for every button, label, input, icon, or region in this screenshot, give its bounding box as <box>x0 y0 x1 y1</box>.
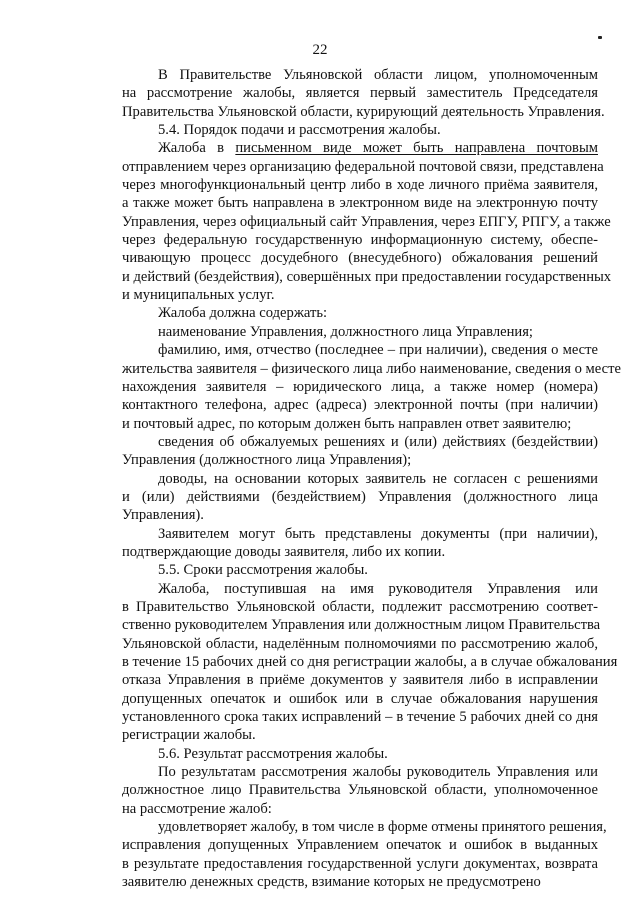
paragraph <box>86 470 598 525</box>
text-line: Жалоба в письменном виде может быть направлена почтовым <box>158 140 598 157</box>
text-line: регистрации жалобы. <box>122 727 256 744</box>
text-line: доводы, на основании которых заявитель не согласен с решениями <box>158 470 598 487</box>
text-line: сведения об обжалуемых решениях и (или) действиях (бездействии) <box>158 433 598 450</box>
text-line: и действий (бездействия), совершённых при предоставлении государственных <box>122 268 612 285</box>
text-line: Управления, через официальный сайт Управления, через ЕПГУ, РПГУ, а также <box>122 213 611 230</box>
text-line: Управления (должностного лица Управления); <box>122 452 412 469</box>
paragraph <box>86 66 605 121</box>
paragraph <box>86 818 607 891</box>
text-line: исправления допущенных Управлением опечаток и ошибок в выданных <box>122 837 598 854</box>
text-line: Жалоба должна содержать: <box>158 305 328 322</box>
text-line: на рассмотрение жалобы, является первый заместитель Председателя <box>122 85 598 102</box>
text-line: 5.5. Сроки рассмотрения жалобы. <box>158 562 368 579</box>
text-line: Жалоба, поступившая на имя руководителя Управления или <box>158 580 598 597</box>
text-line: 5.6. Результат рассмотрения жалобы. <box>158 745 388 762</box>
text-line: В Правительстве Ульяновской области лицом, уполномоченным <box>158 67 598 83</box>
text-line: наименование Управления, должностного лица Управления; <box>158 323 533 340</box>
text-line: установленного срока таких исправлений – в течение 5 рабочих дней со дня <box>122 709 598 726</box>
text-line: нахождения заявителя – юридического лица, а также номер (номера) <box>122 378 598 395</box>
text-line: По результатам рассмотрения жалобы руководитель Управления или <box>158 764 598 781</box>
section-heading <box>86 561 598 579</box>
text-line: на рассмотрение жалоб: <box>122 800 272 817</box>
underlined-text: письменном виде может быть направлена почтовым <box>235 140 598 157</box>
paragraph <box>86 323 598 341</box>
text-line: в течение 15 рабочих дней со дня регистрации жалобы, а в случае обжалования <box>122 654 618 670</box>
paragraph <box>86 304 598 322</box>
paragraph <box>86 580 618 745</box>
section-heading <box>86 745 598 763</box>
section-heading <box>86 121 598 139</box>
text-line: жительства заявителя – физического лица либо наименование, сведения о месте <box>122 360 621 377</box>
text-line: допущенных опечаток и ошибок или в случае обжалования нарушения <box>122 690 598 707</box>
text-line: ственно руководителем Управления или должностным лицом Правительства <box>122 617 601 634</box>
text-line: 5.4. Порядок подачи и рассмотрения жалобы. <box>158 122 441 139</box>
text-line: через многофункциональный центр либо в ходе личного приёма заявителя, <box>122 177 598 194</box>
text-line: чивающую процесс досудебного (внесудебного) обжалования решений <box>122 250 598 267</box>
paragraph <box>86 763 598 818</box>
text-line: должностное лицо Правительства Ульяновской области, уполномоченное <box>122 782 598 799</box>
text-line: подтверждающие доводы заявителя, либо их копии. <box>122 543 446 560</box>
paragraph <box>86 341 621 433</box>
text-line: Правительства Ульяновской области, курирующий деятельность Управления. <box>122 103 605 120</box>
text-line: Заявителем могут быть представлены документы (при наличии), <box>158 525 598 542</box>
paragraph <box>86 525 598 562</box>
scan-mark <box>598 36 602 39</box>
text-line: в Правительство Ульяновской области, подлежит рассмотрению соответ- <box>122 598 598 615</box>
page-number: 22 <box>312 42 328 58</box>
text-line: заявителю денежных средств, взимание которых не предусмотрено <box>122 874 541 891</box>
text-line: Ульяновской области, наделённым полномочиями по рассмотрению жалоб, <box>122 635 598 652</box>
text-line: Управления). <box>122 507 204 524</box>
text-line: отправлением через организацию федеральной почтовой связи, представлена <box>122 158 604 175</box>
text-line: и муниципальных услуг. <box>122 287 275 304</box>
text-line: удовлетворяет жалобу, в том числе в форме отмены принятого решения, <box>158 819 607 836</box>
text-line: а также может быть направлена в электронном виде на электронную почту <box>122 195 598 212</box>
text-line: через федеральную государственную информационную систему, обеспе- <box>122 232 598 249</box>
document-body <box>86 66 621 891</box>
text-line: контактного телефона, адрес (адреса) электронной почты (при наличии) <box>122 397 598 414</box>
text-line: отказа Управления в приёме документов у заявителя либо в исправлении <box>122 672 598 689</box>
text-line: фамилию, имя, отчество (последнее – при наличии), сведения о месте <box>158 342 598 359</box>
text-line: и (или) действиями (бездействием) Управления (должностного лица <box>122 488 598 505</box>
paragraph <box>86 139 612 304</box>
paragraph <box>86 433 598 470</box>
text-line: в результате предоставления государственной услуги документах, возврата <box>122 855 598 872</box>
text-line: и почтовый адрес, по которым должен быть направлен ответ заявителю; <box>122 415 572 432</box>
